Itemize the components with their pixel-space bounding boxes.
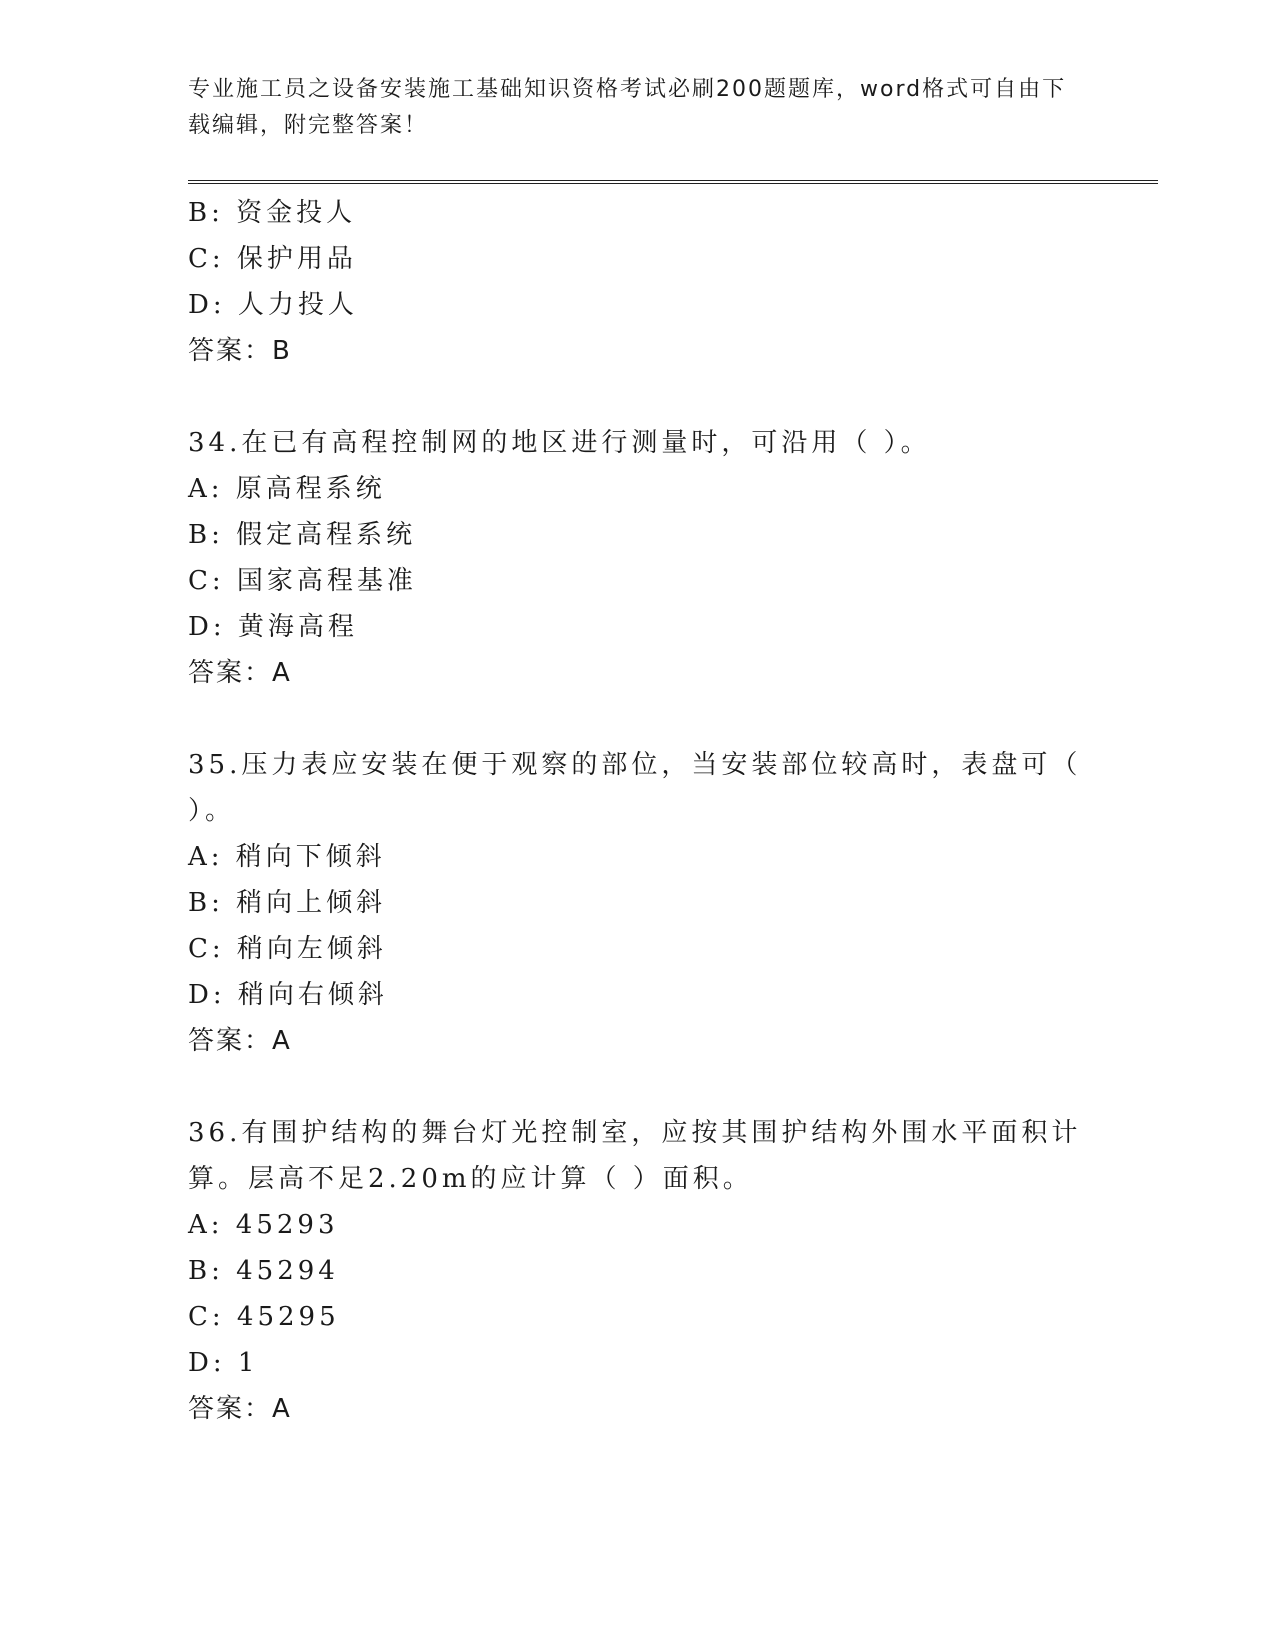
option-b: B: 资金投人 xyxy=(188,198,357,228)
spacer xyxy=(188,374,1088,420)
question-35 xyxy=(188,742,1088,1064)
option-b: B: 稍向上倾斜 xyxy=(188,888,387,918)
option-d: D: 人力投人 xyxy=(188,290,358,320)
option-c: C: 国家高程基准 xyxy=(188,566,417,596)
option-a: A: 稍向下倾斜 xyxy=(188,842,386,872)
question-text: 35.压力表应安装在便于观察的部位，当安装部位较高时，表盘可（ ）。 xyxy=(188,750,1082,826)
header-divider xyxy=(188,180,1158,184)
option-a: A: 45293 xyxy=(188,1210,339,1240)
answer-line: 答案：A xyxy=(188,658,292,688)
option-c: C: 稍向左倾斜 xyxy=(188,934,387,964)
option-d: D: 1 xyxy=(188,1348,259,1378)
option-d: D: 稍向右倾斜 xyxy=(188,980,388,1010)
question-text: 36.有围护结构的舞台灯光控制室，应按其围护结构外围水平面积计算。层高不足2.20m的应计算（ ）面积。 xyxy=(188,1118,1082,1194)
option-a: A: 原高程系统 xyxy=(188,474,386,504)
option-c: C: 保护用品 xyxy=(188,244,357,274)
question-text: 34.在已有高程控制网的地区进行测量时，可沿用（ ）。 xyxy=(188,428,931,458)
spacer xyxy=(188,696,1088,742)
question-list xyxy=(188,190,1088,1432)
question-34 xyxy=(188,420,1088,696)
option-b: B: 假定高程系统 xyxy=(188,520,417,550)
answer-line: 答案：B xyxy=(188,336,292,366)
option-d: D: 黄海高程 xyxy=(188,612,358,642)
answer-line: 答案：A xyxy=(188,1026,292,1056)
document-header: 专业施工员之设备安装施工基础知识资格考试必刷200题题库，word格式可自由下载编辑，附完整答案！ xyxy=(188,77,1067,138)
answer-line: 答案：A xyxy=(188,1394,292,1424)
option-c: C: 45295 xyxy=(188,1302,340,1332)
option-b: B: 45294 xyxy=(188,1256,339,1286)
question-36 xyxy=(188,1110,1088,1432)
spacer xyxy=(188,1064,1088,1110)
previous-question-tail xyxy=(188,190,1088,374)
